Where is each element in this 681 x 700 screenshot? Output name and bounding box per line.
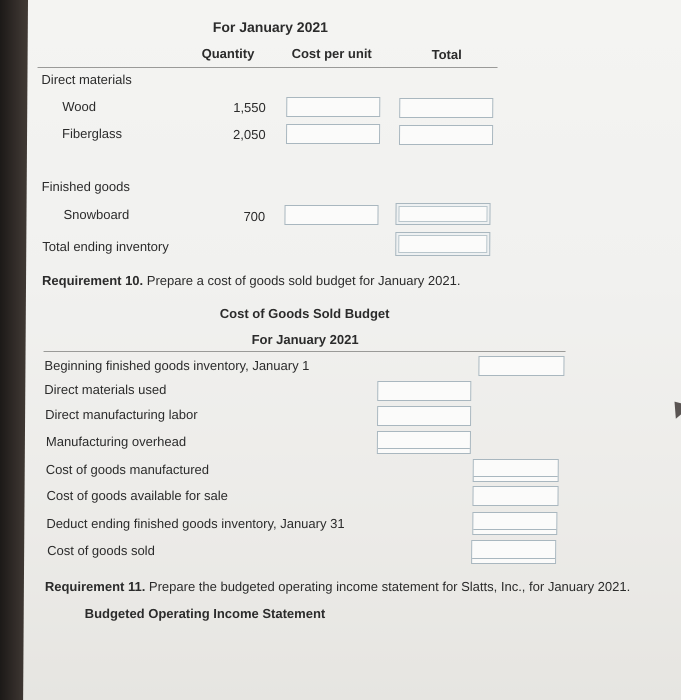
cost-per-unit-wood-input[interactable] [286,97,380,117]
requirement-10-prefix: Requirement 10. [41,273,144,288]
quantity-wood: 1,550 [233,100,266,115]
direct-materials-used-input[interactable] [377,381,471,401]
requirement-11-body: Prepare the budgeted operating income statement for Slatts, Inc., for January 2021. [145,579,631,594]
row-label-wood: Wood [62,99,97,114]
requirement-11-text [45,579,630,594]
requirement-10-text [42,273,461,288]
total-ending-inventory-label: Total ending inventory [42,239,169,254]
cost-of-goods-sold-input[interactable] [471,540,556,564]
beginning-fg-inventory-input[interactable] [478,356,564,376]
total-snowboard-input[interactable] [395,203,490,225]
cost-per-unit-snowboard-input[interactable] [284,205,378,225]
col-cost-per-unit-header: Cost per unit [291,46,372,61]
cogs-line-direct-materials: Direct materials used [44,382,167,397]
cogs-line-deduct-ending: Deduct ending finished goods inventory, January 31 [46,516,345,531]
cost-goods-available-input[interactable] [472,486,558,506]
income-statement-title: Budgeted Operating Income Statement [84,606,326,621]
row-label-fiberglass: Fiberglass [62,126,123,141]
quantity-fiberglass: 2,050 [233,127,266,142]
cogs-budget-period: For January 2021 [251,332,359,347]
cogs-line-overhead: Manufacturing overhead [45,434,187,449]
inventory-period-heading: For January 2021 [212,19,329,35]
cogs-line-available: Cost of goods available for sale [46,488,228,503]
col-quantity-header: Quantity [201,46,255,61]
col-total-header: Total [431,47,462,62]
total-fiberglass-input[interactable] [399,125,493,145]
cogs-line-direct-labor: Direct manufacturing labor [45,407,198,422]
cost-per-unit-fiberglass-input[interactable] [286,124,380,144]
worksheet-page [23,0,681,700]
quantity-snowboard: 700 [243,209,266,224]
cost-goods-manufactured-input[interactable] [473,459,559,482]
header-rule [38,67,498,68]
total-ending-inventory-input[interactable] [395,232,490,256]
cogs-line-cogm: Cost of goods manufactured [45,462,210,477]
cogs-header-rule [44,351,566,352]
requirement-10-body: Prepare a cost of goods sold budget for January 2021. [143,273,461,288]
row-label-snowboard: Snowboard [63,207,130,222]
total-wood-input[interactable] [399,98,493,118]
requirement-11-prefix: Requirement 11. [44,579,146,594]
deduct-ending-fg-input[interactable] [472,512,557,535]
direct-materials-label: Direct materials [41,72,132,87]
cogs-line-beginning-fg: Beginning finished goods inventory, January 1 [44,358,310,373]
finished-goods-label: Finished goods [41,179,130,194]
manufacturing-overhead-input[interactable] [377,431,471,454]
direct-manufacturing-labor-input[interactable] [377,406,471,426]
cogs-line-cogs: Cost of goods sold [47,543,155,558]
cogs-budget-title: Cost of Goods Sold Budget [219,306,390,321]
